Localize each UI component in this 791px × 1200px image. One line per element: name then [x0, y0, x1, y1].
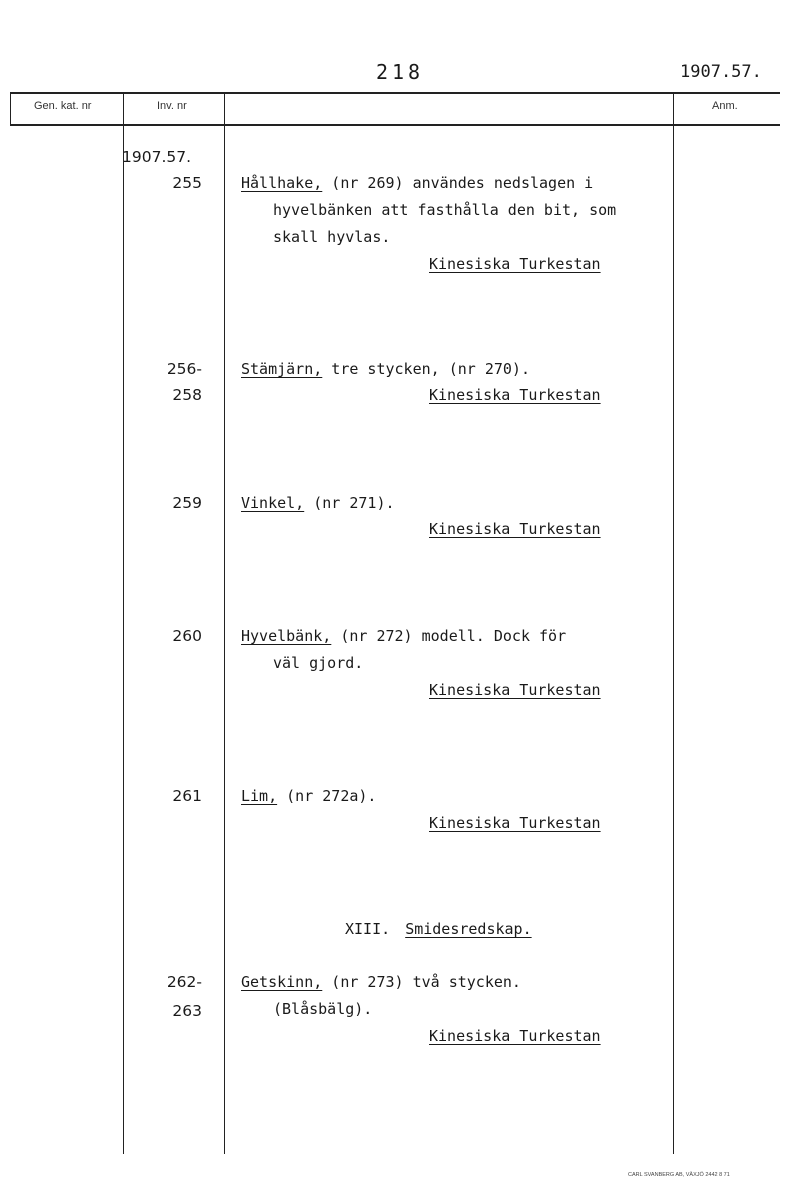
entry-line	[241, 627, 566, 645]
inv-number-end: 263	[172, 1002, 202, 1020]
top-rule	[10, 92, 780, 94]
origin-label: Kinesiska Turkestan	[429, 814, 601, 832]
inv-number: 261	[172, 787, 202, 805]
object-name: Getskinn,	[241, 973, 323, 991]
origin-label: Kinesiska Turkestan	[429, 386, 601, 404]
entry-line: hyvelbänken att fasthålla den bit, som	[273, 201, 617, 219]
inv-year: 1907.57.	[122, 148, 192, 166]
entry-line: skall hyvlas.	[273, 228, 391, 246]
header-bottom-rule	[10, 124, 780, 126]
entry-line: väl gjord.	[273, 654, 364, 672]
object-name: Hyvelbänk,	[241, 627, 332, 645]
origin-label: Kinesiska Turkestan	[429, 520, 601, 538]
entry-line	[241, 973, 521, 991]
column-rule-text-anm	[673, 92, 674, 1154]
column-rule-left	[10, 92, 11, 126]
page-number: 218	[375, 60, 425, 84]
inv-number: 255	[172, 174, 202, 192]
section-heading	[345, 920, 532, 938]
column-rule-gen-inv	[123, 92, 124, 1154]
column-header-gen-kat-nr: Gen. kat. nr	[34, 100, 92, 112]
origin-label: Kinesiska Turkestan	[429, 1027, 601, 1045]
inv-number: 262-	[166, 973, 202, 991]
entry-line	[241, 174, 593, 192]
column-header-inv-nr: Inv. nr	[157, 100, 187, 112]
entry-line: (Blåsbälg).	[273, 1000, 373, 1018]
entry-line	[241, 494, 395, 512]
origin-label: Kinesiska Turkestan	[429, 681, 601, 699]
inv-number: 259	[172, 494, 202, 512]
entry-description: (nr 269) användes nedslagen i	[322, 174, 594, 192]
inv-number-end: 258	[172, 386, 202, 404]
entry-line	[241, 360, 530, 378]
entry-description: (nr 271).	[304, 494, 395, 512]
object-name: Vinkel,	[241, 494, 305, 512]
column-rule-inv-text	[224, 92, 225, 1154]
printer-mark: CARL SVANBERG AB, VÄXJÖ 2442 8 71	[628, 1172, 730, 1178]
object-name: Lim,	[241, 787, 278, 805]
year-reference: 1907.57.	[680, 62, 762, 82]
column-header-anm: Anm.	[712, 100, 738, 112]
section-numeral: XIII.	[345, 920, 391, 938]
entry-description: (nr 273) två stycken.	[322, 973, 521, 991]
object-name: Hållhake,	[241, 174, 323, 192]
inv-number: 260	[172, 627, 202, 645]
inv-number: 256-	[166, 360, 202, 378]
entry-line	[241, 787, 376, 805]
section-title: Smidesredskap.	[405, 920, 532, 938]
entry-description: (nr 272a).	[277, 787, 377, 805]
object-name: Stämjärn,	[241, 360, 323, 378]
entry-description: tre stycken, (nr 270).	[322, 360, 530, 378]
origin-label: Kinesiska Turkestan	[429, 255, 601, 273]
entry-description: (nr 272) modell. Dock för	[331, 627, 567, 645]
